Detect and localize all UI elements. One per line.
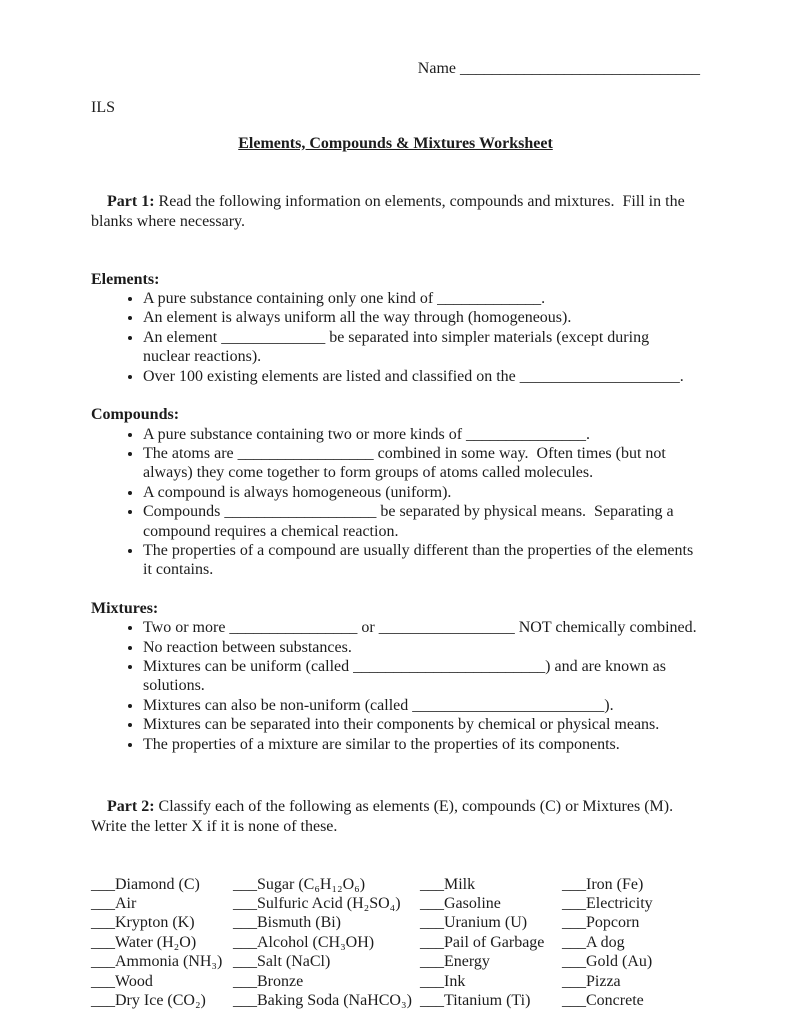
- classify-item-ink: ___Ink: [420, 972, 466, 990]
- classify-item-iron: ___Iron (Fe): [562, 875, 644, 893]
- bullet-item: • The properties of a mixture are similar to the properties of its components.: [143, 735, 700, 754]
- classify-item-sugar: ___Sugar (C₆H₁₂O₆): [233, 875, 366, 893]
- section-compounds: [91, 405, 700, 580]
- classify-item-baking-soda: ___Baking Soda (NaHCO₃): [233, 991, 412, 1009]
- classify-item-energy: ___Energy: [420, 953, 490, 971]
- section-elements: [91, 270, 700, 386]
- bullet-item: • A pure substance containing two or more kinds of _______________.: [143, 425, 700, 444]
- classify-item-salt: ___Salt (NaCl): [233, 953, 331, 971]
- classify-item-sulfuric-acid: ___Sulfuric Acid (H₂SO₄): [233, 895, 401, 913]
- bullet-item: • Mixtures can be uniform (called ________________________) and are known as solutions.: [143, 657, 700, 696]
- bullet-item: • An element is always uniform all the way through (homogeneous).: [143, 308, 700, 327]
- part1-instructions: Read the following information on elements, compounds and mixtures. Fill in the blanks where necessary.: [91, 193, 689, 230]
- name-line: [91, 40, 700, 98]
- compounds-bullet-list: [91, 425, 700, 580]
- org-label: ILS: [91, 99, 115, 117]
- classify-item-diamond: ___Diamond (C): [91, 875, 200, 893]
- classify-item-pail-of-garbage: ___Pail of Garbage: [420, 933, 545, 951]
- org-line: [91, 98, 700, 117]
- classify-item-bronze: ___Bronze: [233, 972, 304, 990]
- bullet-item: • Mixtures can be separated into their components by chemical or physical means.: [143, 715, 700, 734]
- classify-item-air: ___Air: [91, 895, 137, 913]
- classify-item-popcorn: ___Popcorn: [562, 914, 640, 932]
- bullet-item: • Over 100 existing elements are listed and classified on the ____________________.: [143, 367, 700, 386]
- classify-item-alcohol: ___Alcohol (CH₃OH): [233, 933, 375, 951]
- classify-item-wood: ___Wood: [91, 972, 153, 990]
- part1-heading: [91, 173, 700, 251]
- section-title-mixtures: Mixtures:: [91, 599, 159, 617]
- classify-item-krypton: ___Krypton (K): [91, 914, 195, 932]
- bullet-item: • Mixtures can also be non-uniform (called ________________________).: [143, 696, 700, 715]
- part2-label: Part 2:: [107, 798, 155, 816]
- bullet-item: • The properties of a compound are usually different than the properties of the elements it contains.: [143, 541, 700, 580]
- name-label: Name: [417, 60, 460, 78]
- bullet-item: • An element _____________ be separated into simpler materials (except during nuclear reactions).: [143, 328, 700, 367]
- classify-item-pizza: ___Pizza: [562, 972, 621, 990]
- name-blank: ______________________________: [460, 60, 700, 78]
- classify-item-dry-ice: ___Dry Ice (CO₂): [91, 991, 206, 1009]
- part1-label: Part 1:: [107, 193, 155, 211]
- bullet-item: • A compound is always homogeneous (uniform).: [143, 483, 700, 502]
- classify-item-gasoline: ___Gasoline: [420, 895, 501, 913]
- title-line: [91, 134, 700, 153]
- classify-item-water: ___Water (H₂O): [91, 933, 197, 951]
- classification-list: [91, 875, 700, 1011]
- classify-item-uranium: ___Uranium (U): [420, 914, 528, 932]
- page-title: Elements, Compounds & Mixtures Worksheet: [238, 134, 553, 152]
- section-title-elements: Elements:: [91, 270, 160, 288]
- part2-instructions: Classify each of the following as elements (E), compounds (C) or Mixtures (M). Write the letter X if it is none of these.: [91, 798, 681, 835]
- classify-item-concrete: ___Concrete: [562, 991, 644, 1009]
- bullet-item: • The atoms are _________________ combined in some way. Often times (but not always) they come together to form groups of atoms called molecules.: [143, 444, 700, 483]
- section-title-compounds: Compounds:: [91, 406, 180, 424]
- bullet-item: • Compounds ___________________ be separated by physical means. Separating a compound requires a chemical reaction.: [143, 502, 700, 541]
- part2-heading: [91, 778, 700, 856]
- classify-item-gold: ___Gold (Au): [562, 953, 653, 971]
- mixtures-bullet-list: [91, 618, 700, 754]
- classify-item-ammonia: ___Ammonia (NH₃): [91, 953, 223, 971]
- classify-item-a-dog: ___A dog: [562, 933, 625, 951]
- elements-bullet-list: [91, 289, 700, 386]
- classify-item-milk: ___Milk: [420, 875, 476, 893]
- bullet-item: • Two or more ________________ or _________________ NOT chemically combined.: [143, 618, 700, 637]
- classify-item-bismuth: ___Bismuth (Bi): [233, 914, 342, 932]
- classify-item-titanium: ___Titanium (Ti): [420, 991, 531, 1009]
- classify-item-electricity: ___Electricity: [562, 895, 653, 913]
- bullet-item: • A pure substance containing only one kind of _____________.: [143, 289, 700, 308]
- bullet-item: • No reaction between substances.: [143, 638, 700, 657]
- section-mixtures: [91, 599, 700, 754]
